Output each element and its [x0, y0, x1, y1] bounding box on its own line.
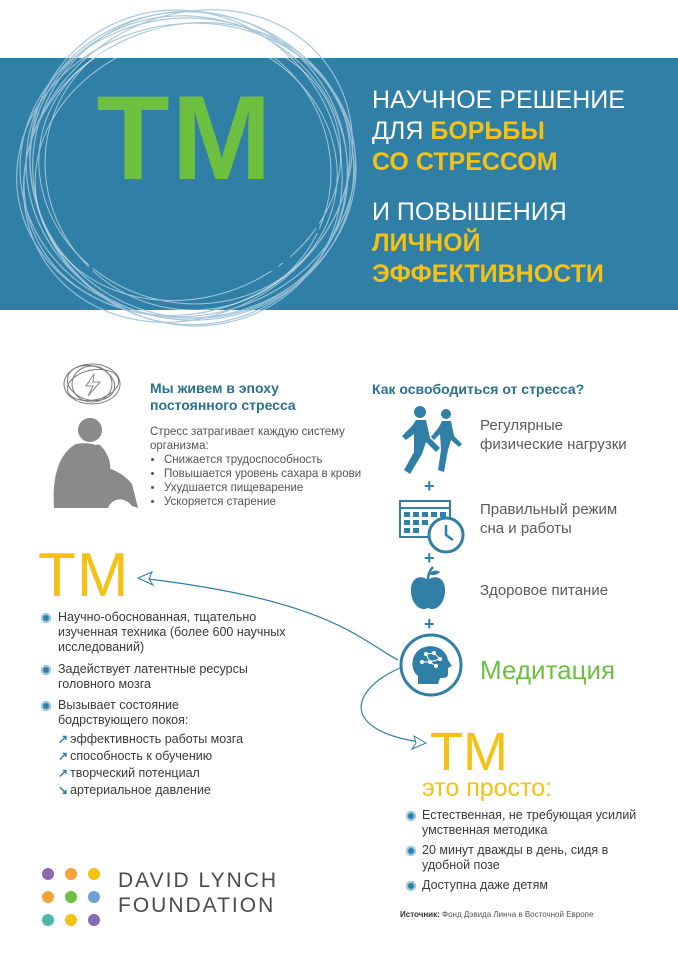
stress-section-title: Мы живем в эпоху постоянного стресса	[150, 380, 296, 413]
effect-blood-pressure	[58, 783, 211, 798]
headline-highlight: ЭФФЕКТИВНОСТИ	[372, 260, 604, 288]
effect-brain-efficiency	[58, 732, 243, 747]
relief-step-sleep: Правильный режим сна и работы	[480, 501, 618, 537]
list-item: • Повышается уровень сахара в крови	[164, 467, 374, 481]
org-name-line: DAVID LYNCH	[118, 869, 279, 892]
bullet-icon	[41, 665, 51, 675]
arrow-up-icon: ↗	[58, 749, 69, 763]
org-name-line: FOUNDATION	[118, 894, 276, 917]
headline-line: И ПОВЫШЕНИЯ	[372, 198, 567, 226]
arrow-down-icon: ↘	[58, 783, 69, 797]
source-note	[400, 910, 593, 919]
tm-benefit-scientific: Научно-обоснованная, тщательно изученная техника (более 600 научных исследований)	[58, 610, 286, 654]
effect-label: эффективность работы мозга	[70, 732, 244, 746]
arrow-up-icon: ↗	[58, 732, 69, 746]
headline-highlight: ЛИЧНОЙ	[372, 229, 481, 257]
bullet-icon	[406, 811, 416, 821]
effect-label: творческий потенциал	[70, 766, 200, 780]
logo-subtitle-meditation: МЕДИТАЦИЯ	[86, 243, 294, 278]
tm-easy-children: Доступна даже детям	[422, 878, 548, 892]
relief-step-exercise: Регулярные физические нагрузки	[480, 417, 627, 453]
dlf-logo-dots-icon	[40, 866, 102, 928]
effect-label: способность к обучению	[70, 749, 213, 763]
tm-easy-twenty-minutes: 20 минут дважды в день, сидя в удобной позе	[422, 843, 609, 872]
list-item: • Ухудшается пищеварение	[164, 481, 374, 495]
list-item: • Ускоряется старение	[164, 495, 374, 509]
tm-benefit-brain-resources: Задействует латентные ресурсы головного мозга	[58, 662, 248, 691]
tm-benefits-heading: ТМ	[38, 541, 130, 610]
headline-line: ДЛЯ	[372, 117, 431, 145]
bullet-icon	[41, 701, 51, 711]
relief-step-nutrition: Здоровое питание	[480, 582, 609, 599]
source-label: Источник:	[400, 910, 440, 919]
list-item: • Снижается трудоспособность	[164, 453, 374, 467]
tm-easy-heading: ТМ	[430, 722, 508, 782]
headline-highlight: БОРЬБЫ	[430, 117, 545, 145]
plus-sign: +	[424, 614, 435, 634]
dlf-logo-text	[118, 868, 278, 918]
plus-sign: +	[424, 548, 435, 568]
headline-line: НАУЧНОЕ РЕШЕНИЕ	[372, 86, 625, 114]
effect-creativity	[58, 766, 200, 781]
tm-easy-natural: Естественная, не требующая усилий умственная методика	[422, 808, 637, 837]
arrow-up-icon: ↗	[58, 766, 69, 780]
tm-logo-letters: ТМ	[96, 71, 274, 205]
effect-learning	[58, 749, 212, 764]
plus-sign: +	[424, 476, 435, 496]
relief-step-meditation: Медитация	[480, 655, 616, 685]
tm-easy-subheading: это просто:	[422, 774, 553, 802]
headline-highlight: СО СТРЕССОМ	[372, 148, 558, 176]
stress-intro-text: Стресс затрагивает каждую систему организма:	[150, 426, 345, 452]
source-text: Фонд Дэвида Линча в Восточной Европе	[439, 910, 594, 919]
relief-section-title: Как освободиться от стресса?	[372, 381, 585, 397]
bullet-icon	[41, 613, 51, 623]
bullet-icon	[406, 846, 416, 856]
tm-benefit-restful-alertness: Вызывает состояние бодрствующего покоя:	[58, 698, 189, 727]
logo-subtitle-transcendental: ТРАНСЦЕНДЕНТАЛЬНАЯ	[59, 215, 321, 238]
bullet-icon	[406, 881, 416, 891]
effect-label: артериальное давление	[70, 783, 211, 797]
